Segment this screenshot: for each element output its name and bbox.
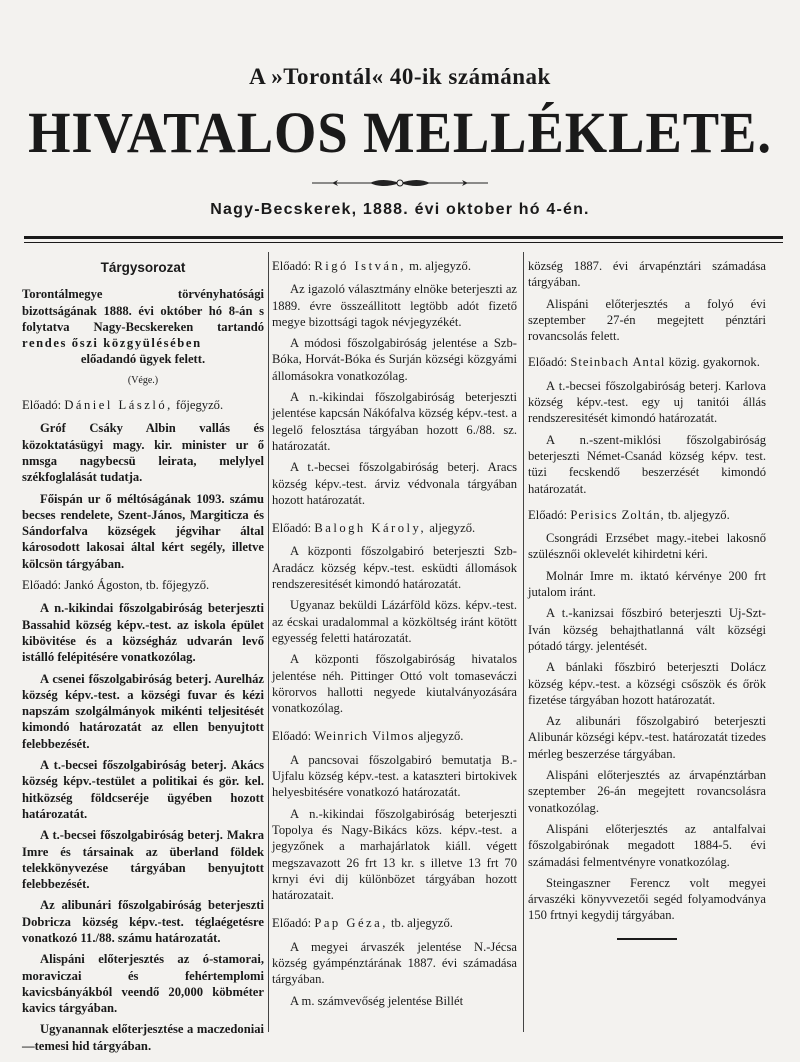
column-divider-1 — [268, 252, 269, 1032]
section-header — [528, 507, 766, 523]
agenda-item: A bánlaki főszbiró beterjeszti Dolácz község képv.-test. a községi csőszök és őrök fizetése tárgyában hozott határozatát. — [528, 660, 766, 707]
agenda-item: A n.-kikindai főszolgabiróság beterjeszti jelentése kapcsán Nákófalva község képv.-test. a legelő felosztása tárgyában hozott 6./88. sz. határozatát. — [272, 390, 518, 453]
agenda-item: A n.-kikindai főszolgabiróság beterjeszti Bassahid község képv.-test. az iskola épület kibövitése és a községház udvarán levő istálló felépitésére vonatkozólag. — [22, 601, 264, 665]
presenter-label: Előadó: — [272, 916, 312, 931]
agenda-item: A csenei főszolgabiróság beterj. Aurelház község képv.-test. a községi fuvar és kézi napszám szolgálmányok mikénti teljesitését kimondó határozatát az ellen benyujtott felebbezését. — [22, 671, 264, 751]
agenda-item: Főispán ur ő méltóságának 1093. számu becses rendelete, Szent-János, Margiticza és Sándorfalva községek jégvihar által károsodott lakosai által kért segély, illetve kölcsön tárgyában. — [22, 491, 264, 571]
header-rule-thin — [24, 242, 783, 243]
agenda-item: Gróf Csáky Albin vallás és közoktatásügyi magy. kir. minister ur ő nmsga nagybecsü leirata, melylyel székfoglalását tudatja. — [22, 421, 264, 485]
agenda-intro — [22, 286, 264, 367]
presenter-name: Jankó Ágoston, — [64, 578, 143, 593]
presenter-label: Előadó: — [22, 578, 62, 593]
ornament-divider — [312, 177, 488, 189]
agenda-item: Alispáni előterjesztés az ó-stamorai, moraviczai és fehértemplomi kavicsbányákból veendő 20,000 köbméter kavics tárgyában. — [22, 952, 264, 1016]
agenda-item: Alispáni előterjesztés az antalfalvai főszolgabirónak megadott 1884-5. évi számadási felmentvényre vonatkozólag. — [528, 821, 766, 869]
agenda-item: A t.-becsei főszolgabiróság beterj. Aracs község képv.-test. árviz védvonala tárgyában hozott határozatát. — [272, 460, 517, 507]
column-divider-2 — [523, 252, 524, 1032]
intro-text: Torontálmegye törvényhatósági bizottságának 1888. évi október hó 8-án s folytatva Nagy-Becskereken tartandó — [22, 287, 264, 334]
agenda-item: A pancsovai főszolgabiró bemutatja B.-Ujfalu község képv.-test. a kataszteri birtokivek helyesbitésére vonatkozó határozatát. — [272, 752, 517, 800]
intro-end: előadandó ügyek felett. — [80, 352, 206, 367]
end-marker: (Vége.) — [127, 374, 159, 386]
intro-emphasis: rendes őszi közgyülésében — [22, 336, 202, 351]
presenter-role: főjegyző. — [175, 398, 224, 413]
presenter-label: Előadó: — [22, 398, 62, 413]
agenda-item: Az igazoló választmány elnöke beterjeszti az 1889. évre összeállitott legtöbb adót fizető megye bizottsági tagok névjegyzékét. — [272, 282, 517, 329]
agenda-item: A n.-kikindai főszolgabiróság beterjeszti Topolya és Nagy-Bikács közs. képv.-test. a jegyzőnek a marhajárlatok kiáll. végett megszavazott 26 frt 13 kr. s illetve 13 frt 70 krnyi évi dij különbözet tárgyában hozott határozatait. — [272, 806, 517, 903]
presenter-name: Pap Géza, — [314, 916, 388, 931]
presenter-name: Perisics Zoltán, — [570, 507, 665, 522]
section-header — [272, 520, 517, 536]
section-header — [22, 577, 264, 593]
agenda-item: A központi főszolgabiró beterjeszti Szb-Aradácz község képv.-test. esküdti állomások rendszeresitését kimondó határozatát. — [272, 544, 517, 592]
presenter-role: tb. aljegyző. — [667, 507, 730, 522]
agenda-item: A megyei árvaszék jelentése N.-Jécsa község gyámpénztárának 1887. évi számadása tárgyában. — [272, 939, 517, 987]
end-rule — [617, 938, 677, 940]
agenda-item: Ugyanaz beküldi Lázárföld közs. képv.-test. az écskai uradalommal a közköltség iránt kötött egyesség feletti határozatát. — [272, 598, 517, 645]
agenda-item: A módosi főszolgabiróság jelentése a Szb-Bóka, Horvát-Bóka és Surján községi közgyámi állomásokra vonatkozólag. — [272, 336, 517, 383]
agenda-item: A t.-kanizsai főszbiró beterjeszti Uj-Szt-Iván község behajthatlanná vált községi pótadó tárgy. jelentését. — [528, 606, 766, 653]
column-2 — [272, 258, 517, 1014]
presenter-role: aljegyző. — [417, 729, 464, 744]
presenter-name: Steinbach Antal — [570, 355, 666, 370]
section-header — [272, 728, 517, 744]
agenda-item: Csongrádi Erzsébet magy.-itebei lakosnő szülésznői oklevelét kihirdetni kéri. — [528, 531, 766, 562]
presenter-role: m. aljegyző. — [409, 259, 471, 273]
agenda-item: Steingaszner Ferencz volt megyei árvaszéki könyvvezetői segéd folyamodványa 150 frtnyi kegydij tárgyában. — [528, 875, 766, 923]
agenda-item: Molnár Imre m. iktató kérvénye 200 frt jutalom iránt. — [528, 568, 766, 600]
agenda-item: A t.-becsei főszolgabiróság beterj. Karlova község képv.-test. egy uj tanitói állás rendszeresitését kimondó határozatát. — [528, 378, 766, 426]
column-1 — [22, 258, 264, 1059]
presenter-name: Balogh Károly, — [314, 521, 427, 536]
presenter-name: Weinrich Vilmos — [314, 729, 415, 744]
presenter-role: tb. főjegyző. — [145, 578, 210, 593]
agenda-item: A t.-becsei főszolgabiróság beterj. Makra Imre és társainak az überland földek telekkönyvezése tárgyában benyujtott felebbezését. — [22, 828, 264, 892]
presenter-label: Előadó: — [272, 521, 312, 536]
presenter-name: Rigó István, — [314, 259, 406, 273]
agenda-item: Ugyanannak előterjesztése a maczedoniai—temesi hid tárgyában. — [22, 1022, 264, 1053]
presenter-role: tb. aljegyző. — [391, 916, 453, 931]
section-header — [272, 915, 517, 931]
agenda-item-continued: község 1887. évi árvapénztári számadása tárgyában. — [528, 259, 766, 290]
agenda-item: A t.-becsei főszolgabiróság beterj. Akács község képv.-testület a politikai és gör. kel. hitközség földcseréje ügyében hozott határozatát. — [22, 758, 264, 821]
section-header — [22, 397, 264, 413]
agenda-item: A m. számvevőség jelentése Billét — [290, 993, 464, 1008]
presenter-label: Előadó: — [272, 729, 312, 744]
agenda-item: Az alibunári főszolgabiróság beterjeszti Dobricza község képv.-test. téglaégetésre vonatkozó 11./88. számu határozatát. — [22, 898, 264, 945]
dateline: Nagy-Becskerek, 1888. évi oktober hó 4-én. — [210, 201, 590, 218]
presenter-role: aljegyző. — [429, 521, 476, 536]
agenda-item: Alispáni előterjesztés a folyó évi szeptember 27-én megejtett pénztári rovancsolás felett. — [528, 296, 766, 344]
agenda-title: Tárgysorozat — [100, 260, 186, 275]
presenter-label: Előadó: — [528, 355, 568, 370]
agenda-item: A központi főszolgabiróság hivatalos jelentése néh. Pittinger Ottó volt tomaseváczi körorvos hallotti negyede kiutalványozására vonatkozólag. — [272, 652, 517, 716]
agenda-item: Az alibunári főszolgabiró beterjeszti Alibunár községi képv.-test. határozatát tizedes mérleg beszerzése tárgyában. — [528, 714, 766, 761]
presenter-role: közig. gyakornok. — [668, 355, 760, 370]
presenter-label: Előadó: — [272, 259, 312, 273]
supplement-line: A »Torontál« 40-ik számának — [249, 64, 551, 89]
presenter-name: Dániel László, — [64, 398, 173, 413]
section-header — [528, 354, 766, 370]
section-header — [272, 258, 517, 274]
column-3 — [528, 258, 766, 940]
header-rule-thick — [24, 236, 783, 239]
masthead-title: HIVATALOS MELLÉKLETE. — [28, 100, 772, 165]
agenda-item: A n.-szent-miklósi főszolgabiróság beterjeszti Német-Csanád község képv. test. tüzi fecskendő beszerzését kimondó határozatát. — [528, 432, 766, 496]
agenda-item: Alispáni előterjesztés az árvapénztárban szeptember 26-án megejtett rovancsolásra vonatkozólag. — [528, 768, 766, 815]
presenter-label: Előadó: — [528, 507, 568, 522]
